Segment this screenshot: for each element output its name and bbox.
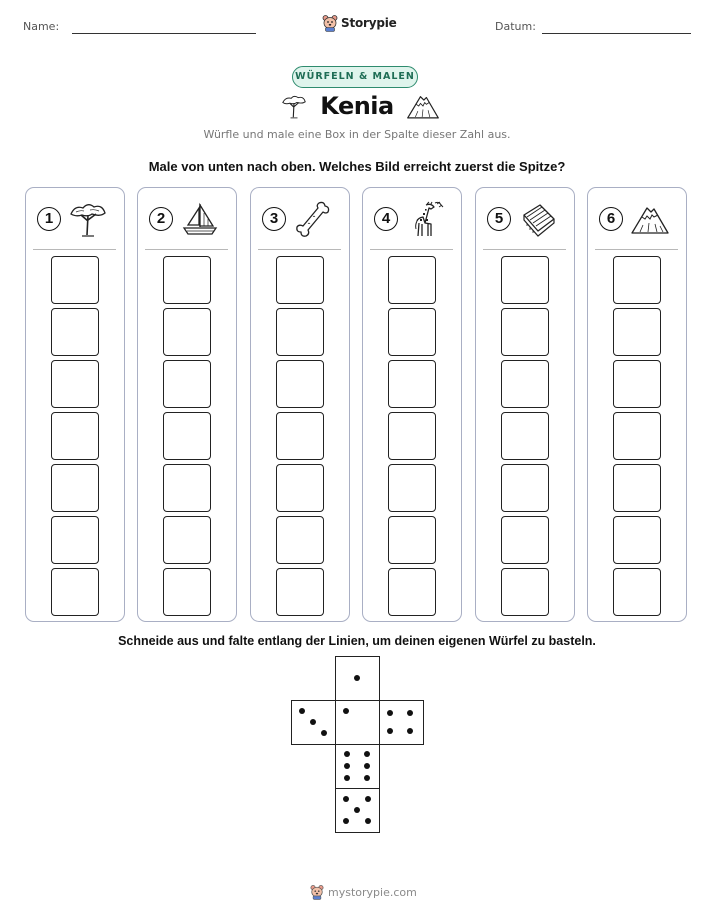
color-box[interactable] (163, 256, 211, 304)
blanket-icon (518, 199, 558, 239)
title-text: Kenia (320, 92, 394, 120)
color-box[interactable] (163, 568, 211, 616)
color-box[interactable] (163, 464, 211, 512)
die-pip (364, 763, 370, 769)
color-box[interactable] (163, 308, 211, 356)
color-box[interactable] (501, 464, 549, 512)
footer-url[interactable]: mystorypie.com (328, 885, 417, 899)
color-box[interactable] (388, 568, 436, 616)
cutout-instruction: Schneide aus und falte entlang der Linien, um deinen eigenen Würfel zu basteln. (118, 634, 596, 648)
die-pip (364, 775, 370, 781)
die-face-three (291, 700, 336, 745)
column-5 (475, 187, 575, 622)
color-box[interactable] (51, 412, 99, 460)
color-box[interactable] (613, 464, 661, 512)
color-box[interactable] (388, 308, 436, 356)
column-1 (25, 187, 125, 622)
die-face-five (335, 788, 380, 833)
page-title (280, 92, 440, 120)
die-face-one (335, 656, 380, 701)
giraffe-icon (405, 199, 445, 239)
die-pip (344, 751, 350, 757)
color-box[interactable] (388, 464, 436, 512)
color-box[interactable] (163, 412, 211, 460)
column-number: 5 (487, 207, 511, 231)
column-divider (370, 249, 453, 250)
subtitle: Würfle und male eine Box in der Spalte dieser Zahl aus. (203, 128, 511, 141)
sailboat-icon (180, 199, 220, 239)
die-face-six (335, 744, 380, 789)
column-2 (137, 187, 237, 622)
die-pip (407, 728, 413, 734)
color-box[interactable] (501, 256, 549, 304)
die-pip (387, 710, 393, 716)
die-pip (354, 807, 360, 813)
color-box[interactable] (276, 464, 324, 512)
color-box[interactable] (51, 516, 99, 564)
bone-icon (293, 199, 333, 239)
die-face-four (379, 700, 424, 745)
die-pip (387, 728, 393, 734)
activity-badge: WÜRFELN & MALEN (292, 66, 418, 88)
column-number: 2 (149, 207, 173, 231)
name-line (72, 33, 256, 34)
date-label: Datum: (495, 20, 536, 33)
footer (310, 884, 417, 900)
color-box[interactable] (613, 412, 661, 460)
color-box[interactable] (613, 308, 661, 356)
column-6 (587, 187, 687, 622)
column-divider (258, 249, 341, 250)
mountain-icon (406, 92, 440, 120)
column-number: 3 (262, 207, 286, 231)
mountain-icon (630, 199, 670, 239)
die-pip (354, 675, 360, 681)
name-label: Name: (23, 20, 60, 33)
color-box[interactable] (51, 360, 99, 408)
color-box[interactable] (51, 256, 99, 304)
color-box[interactable] (388, 256, 436, 304)
color-box[interactable] (51, 464, 99, 512)
color-box[interactable] (163, 360, 211, 408)
color-box[interactable] (501, 308, 549, 356)
color-box[interactable] (276, 412, 324, 460)
column-number: 6 (599, 207, 623, 231)
die-pip (364, 751, 370, 757)
die-pip (343, 708, 349, 714)
color-box[interactable] (51, 308, 99, 356)
column-divider (145, 249, 228, 250)
die-pip (344, 775, 350, 781)
instruction-text: Male von unten nach oben. Welches Bild erreicht zuerst die Spitze? (148, 159, 566, 174)
brand-name: Storypie (341, 16, 397, 30)
brand-logo (322, 13, 397, 33)
column-number: 1 (37, 207, 61, 231)
color-box[interactable] (388, 412, 436, 460)
die-pip (299, 708, 305, 714)
color-box[interactable] (501, 516, 549, 564)
date-line (542, 33, 691, 34)
column-3 (250, 187, 350, 622)
die-pip (343, 818, 349, 824)
color-box[interactable] (613, 568, 661, 616)
color-box[interactable] (388, 516, 436, 564)
color-box[interactable] (276, 256, 324, 304)
die-pip (365, 818, 371, 824)
bear-logo-icon (322, 14, 338, 32)
color-box[interactable] (388, 360, 436, 408)
color-box[interactable] (613, 256, 661, 304)
color-box[interactable] (276, 308, 324, 356)
color-box[interactable] (276, 360, 324, 408)
color-box[interactable] (613, 360, 661, 408)
acacia-tree-icon (68, 199, 108, 239)
die-pip (344, 763, 350, 769)
bear-logo-icon (310, 884, 324, 900)
color-box[interactable] (501, 360, 549, 408)
column-4 (362, 187, 462, 622)
die-face-one-center (335, 700, 380, 745)
die-pip (365, 796, 371, 802)
column-divider (483, 249, 566, 250)
color-box[interactable] (501, 412, 549, 460)
column-divider (595, 249, 678, 250)
column-number: 4 (374, 207, 398, 231)
color-box[interactable] (276, 568, 324, 616)
column-divider (33, 249, 116, 250)
color-box[interactable] (163, 516, 211, 564)
die-pip (310, 719, 316, 725)
color-box[interactable] (276, 516, 324, 564)
die-pip (321, 730, 327, 736)
color-box[interactable] (51, 568, 99, 616)
acacia-tree-icon (280, 92, 308, 120)
die-pip (407, 710, 413, 716)
die-pip (343, 796, 349, 802)
color-box[interactable] (613, 516, 661, 564)
color-box[interactable] (501, 568, 549, 616)
